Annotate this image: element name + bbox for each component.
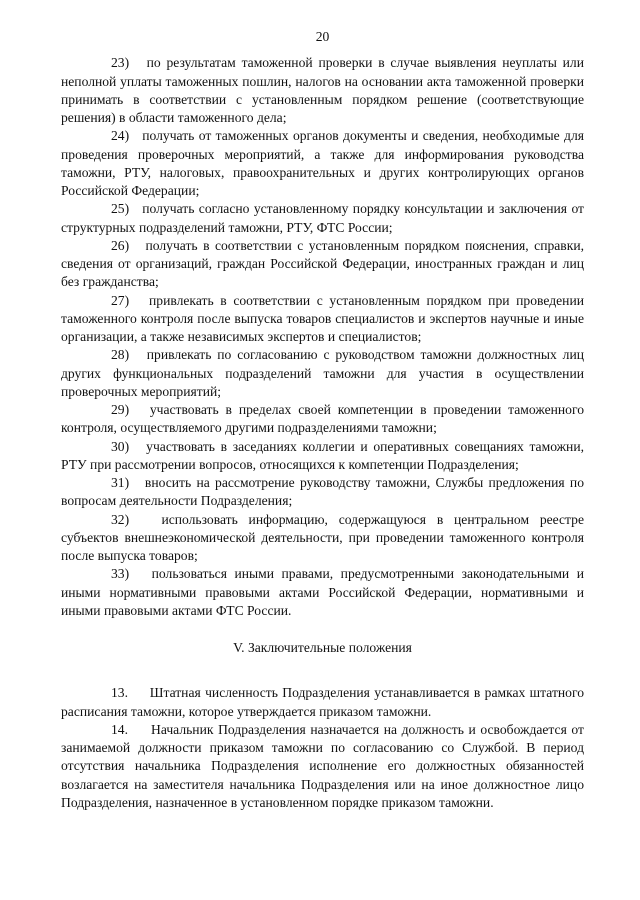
list-item-29: 29) участвовать в пределах своей компетенции в проведении таможенного контроля, осуществляемого другими подразделениями таможни;	[61, 402, 584, 436]
list-item-23: 23) по результатам таможенной проверки в случае выявления неуплаты или неполной уплаты таможенных пошлин, налогов на основании акта таможенной проверки принимать в соответствии с установленным порядком решение (соответствующие решения) в области таможенного дела;	[61, 55, 584, 125]
final-item-13: 13. Штатная численность Подразделения устанавливается в рамках штатного расписания таможни, которое утверждается приказом таможни.	[61, 685, 584, 719]
list-item-30: 30) участвовать в заседаниях коллегии и оперативных совещаниях таможни, РТУ при рассмотрении вопросов, относящихся к компетенции Подразделения;	[61, 438, 584, 472]
list-item-24: 24) получать от таможенных органов документы и сведения, необходимые для проведения проверочных мероприятий, а также для информирования руководства таможни, РТУ, налоговых, правоохранительных и других контролирующих органов Российской Федерации;	[61, 128, 584, 198]
list-item-27: 27) привлекать в соответствии с установленным порядком при проведении таможенного контроля после выпуска товаров специалистов и экспертов научные и иные организации, а также независимых экспертов и специалистов;	[61, 292, 584, 344]
section-heading: V. Заключительные положения	[233, 640, 412, 655]
list-item-33: 33) пользоваться иными правами, предусмотренными законодательными и иными нормативными правовыми актами Российской Федерации, нормативными и иными правовыми актами ФТС России.	[61, 566, 584, 618]
list-item-31: 31) вносить на рассмотрение руководству таможни, Службы предложения по вопросам деятельности Подразделения;	[61, 475, 584, 509]
list-item-26: 26) получать в соответствии с установленным порядком пояснения, справки, сведения от организаций, граждан Российской Федерации, иностранных граждан и лиц без гражданства;	[61, 237, 584, 290]
list-item-25: 25) получать согласно установленному порядку консультации и заключения от структурных подразделений таможни, РТУ, ФТС России;	[61, 201, 584, 235]
page-number: 20	[315, 29, 330, 44]
list-item-28: 28) привлекать по согласованию с руководством таможни должностных лиц других функциональных подразделений таможни для участия в осуществлении проверочных мероприятий;	[61, 347, 584, 399]
final-item-14: 14. Начальник Подразделения назначается на должность и освобождается от занимаемой должности приказом таможни по согласованию со Службой. В период отсутствия начальника Подразделения исполнение его должностных обязанностей возлагается на заместителя начальника Подразделения или на иное должностное лицо Подразделения, назначенное в установленном порядке приказом таможни.	[61, 721, 584, 810]
list-item-32: 32) использовать информацию, содержащуюся в центральном реестре субъектов внешнеэкономической деятельности, при проведении таможенного контроля после выпуска товаров;	[61, 511, 584, 563]
